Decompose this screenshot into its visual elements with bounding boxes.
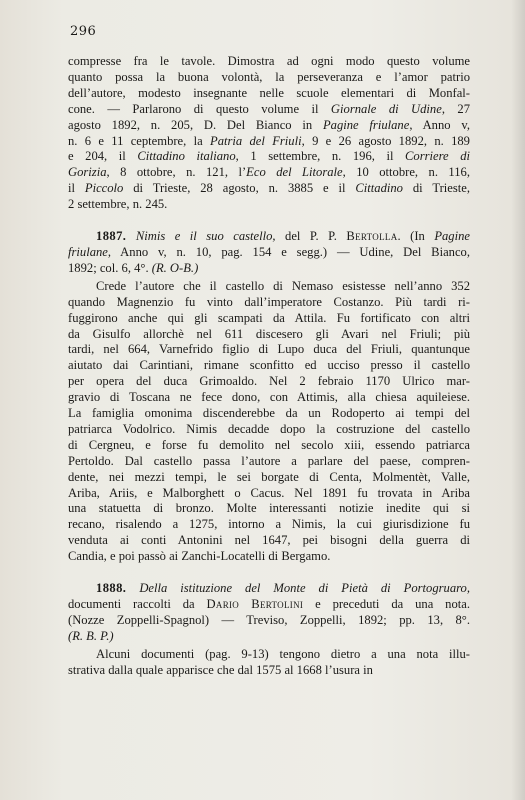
text-run: , 9 e 26 agosto 1892, n. 189: [301, 133, 470, 148]
page-body: [68, 54, 470, 679]
text-line: [68, 390, 470, 406]
text-run: gravio di Toscana ne fece dono, con Attimis, alla chiesa aquileiese.: [68, 390, 470, 405]
text-line: [68, 533, 470, 549]
text-run: friulane: [68, 244, 108, 259]
text-line: [68, 295, 470, 311]
text-line: [68, 54, 470, 70]
text-run: e preceduti da una nota.: [303, 597, 471, 611]
text-run: Ariba, Ariis, e Malborghett o Cacus. Nel 1891 fu trovata in Ariba: [68, 485, 470, 500]
text-line: [68, 358, 470, 374]
text-line: [68, 118, 470, 134]
text-run: Piccolo: [84, 181, 124, 196]
text-line: [68, 70, 470, 86]
text-line: [68, 149, 470, 165]
text-run: , 10 ottobre, n. 116,: [342, 165, 470, 180]
text-run: agosto 1892, n. 205, D. Del Bianco in: [68, 117, 323, 132]
text-line: [68, 374, 470, 390]
text-run: fuggirono anche qui gli scampati da Attila. Fu fortificato con altri: [68, 310, 470, 325]
text-run: di Cergneu, e forse fu demolito nel secolo xiii, essendo patriarca: [68, 437, 470, 452]
text-run: Candia, e poi passò ai Zanchi-Locatelli di Bergamo.: [68, 549, 331, 564]
text-line: [68, 406, 470, 422]
text-run: Cittadino italiano: [137, 149, 236, 164]
text-run: venduta ai conti Antonini nel 1647, pei bisogni della guerra di: [68, 533, 470, 548]
text-line: [68, 134, 470, 150]
paragraph-spacer: [68, 213, 470, 229]
text-run: compresse fra le tavole. Dimostra ad ogni modo questo volume: [68, 54, 470, 68]
text-run: aiutato dai Carintiani, rimane sconfitto ed ucciso presso il castello: [68, 358, 470, 373]
text-run: [126, 581, 139, 595]
text-line: [68, 486, 470, 502]
entry-number: 1887.: [96, 229, 127, 244]
text-line: [68, 279, 470, 295]
text-run: 1892; col. 6, 4°.: [68, 260, 152, 275]
text-line: [68, 165, 470, 181]
text-line: [68, 501, 470, 517]
paragraph: [68, 647, 470, 679]
text-run: . (In: [397, 229, 435, 244]
text-run: La famiglia omonima discenderebbe da un Rodoperto ai tempi del: [68, 406, 470, 421]
text-run: patriarca Vodolrico. Nimis decadde dopo la costruzione del castello: [68, 421, 470, 436]
text-line: [68, 597, 470, 613]
text-line: [68, 470, 470, 486]
text-line: [68, 181, 470, 197]
bibliography-entry-heading: [68, 229, 470, 277]
text-run: di Trieste,: [402, 181, 470, 196]
text-line: [68, 342, 470, 358]
text-run: Patria del Friuli: [210, 133, 302, 148]
text-run: del P. P.: [275, 229, 347, 244]
text-run: recano, risalendo a 1275, intorno a Nimis, la cui giurisdizione fu: [68, 517, 470, 532]
text-run: di Trieste, 28 agosto, n. 3885 e il: [123, 181, 356, 196]
text-line: [68, 663, 470, 679]
text-run: Gorizia: [68, 165, 107, 180]
text-run: n. 6 e 11 ceptembre, la: [68, 133, 211, 148]
text-run: Giornale di Udine: [330, 101, 442, 116]
page-number: 296: [70, 24, 97, 39]
text-line: [68, 229, 470, 245]
page-edge-shadow: [511, 0, 525, 800]
bibliography-entry-heading: [68, 581, 470, 645]
text-line: [68, 327, 470, 343]
text-run: documenti raccolti da: [68, 597, 207, 611]
text-line: [68, 517, 470, 533]
text-run: Alcuni documenti (pag. 9-13) tengono dietro a una nota illu-: [96, 646, 470, 661]
text-run: Della istituzione del Monte di Pietà di Portogruaro,: [139, 581, 470, 596]
text-line: [68, 629, 470, 645]
text-run: , 27: [441, 101, 470, 116]
text-line: [68, 422, 470, 438]
text-line: [68, 438, 470, 454]
text-run: 2 settembre, n. 245.: [68, 197, 168, 212]
text-line: [68, 261, 470, 277]
text-line: [68, 549, 470, 565]
text-run: Bertolla: [346, 229, 398, 244]
text-run: dell’autore, modesto insegnante nelle scuole elementari di Monfal-: [68, 85, 470, 100]
text-run: Corriere di: [405, 149, 470, 164]
text-run: strativa dalla quale apparisce che dal 1575 al 1668 l’usura in: [68, 662, 373, 677]
text-run: una statuetta di bronzo. Molte interessanti notizie inedite qui si: [68, 501, 470, 516]
text-run: (R. B. P.): [68, 628, 114, 643]
paragraph: [68, 279, 470, 565]
text-run: Pagine friulane: [322, 117, 410, 132]
text-line: [68, 613, 470, 629]
text-line: [68, 647, 470, 663]
text-run: , 1 settembre, n. 196, il: [235, 149, 406, 164]
text-run: quanto possa la buona volontà, la perseveranza e l’amor patrio: [68, 69, 470, 84]
text-run: , Anno v, n. 10, pag. 154 e segg.) — Udine, Del Bianco,: [107, 244, 470, 259]
text-run: [126, 229, 135, 243]
text-run: Crede l’autore che il castello di Nemaso esistesse nell’anno 352: [96, 278, 470, 293]
text-run: tardi, nel 664, Varnefrido figlio di Lupo duca del Friuli, quantunque: [68, 342, 470, 357]
text-run: cone. — Parlarono di questo volume il: [68, 101, 331, 116]
text-run: e 204, il: [68, 149, 138, 164]
text-run: Eco del Litorale: [246, 165, 343, 180]
text-run: da Gisulfo allorchè nel 611 discesero gli Avari nel Friuli; più: [68, 326, 470, 341]
entry-number: 1888.: [96, 581, 127, 596]
text-line: [68, 86, 470, 102]
text-run: Dario Bertolini: [206, 597, 304, 611]
text-run: (R. O-B.): [151, 260, 199, 275]
text-run: per opera del duca Grimoaldo. Nel 2 febraio 1170 Ulrico mar-: [68, 374, 470, 389]
text-run: Pagine: [434, 229, 470, 244]
text-line: [68, 245, 470, 261]
text-run: , 8 ottobre, n. 121, l’: [106, 165, 247, 180]
paragraph: [68, 54, 470, 213]
text-line: [68, 454, 470, 470]
text-run: Nimis e il suo castello,: [135, 229, 276, 244]
text-line: [68, 197, 470, 213]
text-run: , Anno v,: [409, 117, 470, 132]
text-line: [68, 311, 470, 327]
text-run: Cittadino: [355, 181, 403, 196]
text-run: dente, nei mezzi tempi, le sei borgate di Centa, Molmentèt, Valle,: [68, 469, 470, 484]
text-run: il: [68, 181, 85, 196]
text-run: Pertoldo. Dal castello passa l’autore a parlare del paese, compren-: [68, 453, 470, 468]
paragraph-spacer: [68, 565, 470, 581]
text-line: [68, 102, 470, 118]
text-line: [68, 581, 470, 597]
text-run: (Nozze Zoppelli-Spagnol) — Treviso, Zoppelli, 1892; pp. 13, 8°.: [68, 612, 470, 627]
text-run: quando Magnenzio fu vinto dall’imperatore Costanzo. Più tardi ri-: [68, 294, 470, 309]
